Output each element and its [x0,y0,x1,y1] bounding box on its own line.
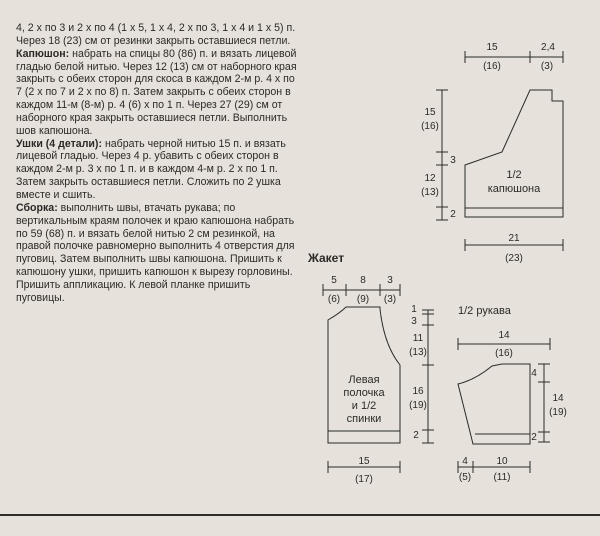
section-heading: Капюшон: [16,47,70,60]
sleeve-length-alt: (19) [549,407,567,418]
jacket-bottom-width-alt: (17) [355,474,373,485]
section-heading: Сборка: [16,201,58,214]
jacket-body-alt: (19) [409,400,427,411]
hood-lower-height-alt: (13) [421,187,439,198]
sleeve-diagram [440,292,580,502]
hood-slope-height: 3 [450,155,456,166]
hood-upper-height-alt: (16) [421,121,439,132]
jacket-diagram [300,245,450,495]
sleeve-top-width: 14 [498,330,510,341]
hood-top-right: 2,4 [541,42,555,53]
jacket-armhole-alt: (13) [409,347,427,358]
jacket-label: спинки [346,413,382,425]
jacket-neck-3: 3 [411,316,417,327]
jacket-top-b: 8 [360,275,366,286]
hood-band-height: 2 [450,209,456,220]
jacket-neck-1: 1 [411,304,417,315]
jacket-label: полочка [343,387,385,399]
jacket-bottom-width: 15 [358,456,370,467]
sleeve-cuff: 2 [531,432,537,443]
hood-bottom-width-alt: (23) [505,253,523,264]
sleeve-title: 1/2 рукава [458,305,511,317]
jacket-body: 16 [412,386,424,397]
sleeve-bottom-b-alt: (11) [493,472,511,483]
hood-label: капюшона [487,183,541,195]
jacket-label: Левая [348,374,380,386]
hood-label: 1/2 [506,169,522,181]
hood-bottom-width: 21 [508,233,520,244]
jacket-title: Жакет [308,251,345,265]
sleeve-bottom-b: 10 [496,456,508,467]
sleeve-cap-height: 4 [531,368,537,379]
jacket-band: 2 [413,430,419,441]
hood-top-right-alt: (3) [540,61,554,72]
jacket-top-b-alt: (9) [356,294,370,305]
page-divider [0,514,600,516]
jacket-top-c: 3 [387,275,393,286]
sleeve-bottom-a: 4 [462,456,468,467]
jacket-top-a-alt: (6) [327,294,341,305]
jacket-top-a: 5 [331,275,337,286]
jacket-armhole: 11 [412,333,424,344]
jacket-label: и 1/2 [351,400,377,412]
instruction-paragraph: 4, 2 х по 3 и 2 х по 4 (1 х 5, 1 х 4, 2 х по 3, 1 х 4 и 1 х 5) п. Через 18 (23) см от резинки закрыть оставшиеся петли. [16,22,296,47]
section-body: набрать на спицы 80 (86) п. и вязать лицевой гладью белой нитью. Через 12 (13) см от наборного края закрыть с обеих сторон для скоса в каждом 2-м р. 4 х по 7 (2 х по 7 и 2 х по 8) п. Затем закрыть с обеих сторон в каждом 11-м (8-м) р. 4 (6) х по 1 п. Через 27 (29) см от наборного края закрыть оставшиеся петли. Выполнить шов капюшона. [16,47,297,137]
instruction-paragraph [16,202,300,305]
hood-diagram [420,35,580,275]
hood-top-width-alt: (16) [483,61,501,72]
section-body: набрать черной нитью 15 п. и вязать лицевой гладью. Через 4 р. убавить с обеих сторон в каждом 2-м р. 3 х по 1 п. и в каждом 4-м р. 2 х по 1 п. Затем закрыть оставшиеся петли. Сложить по 2 ушка вместе и сшить. [16,137,286,201]
hood-lower-height: 12 [424,173,436,184]
sleeve-top-width-alt: (16) [495,348,513,359]
sleeve-bottom-a-alt: (5) [458,472,472,483]
hood-upper-height: 15 [424,107,436,118]
section-body: выполнить швы, втачать рукава; по вертикальным краям полочек и краю капюшона набрать по 59 (68) п. и вязать белой нитью 2 см резинкой, на правой полочке равномерно выполнить 4 отверстия для пуговиц. Затем выполнить швы капюшона. Пришить к капюшону ушки, пришить капюшон к вырезу горловины. Пришить аппликацию. К левой планке пришить пуговицы. [16,201,295,304]
instruction-paragraph [16,48,300,138]
pattern-instructions [16,22,300,305]
instruction-paragraph [16,138,300,202]
jacket-top-c-alt: (3) [383,294,397,305]
section-heading: Ушки (4 детали): [16,137,102,150]
hood-top-width: 15 [486,42,498,53]
sleeve-length: 14 [552,393,564,404]
